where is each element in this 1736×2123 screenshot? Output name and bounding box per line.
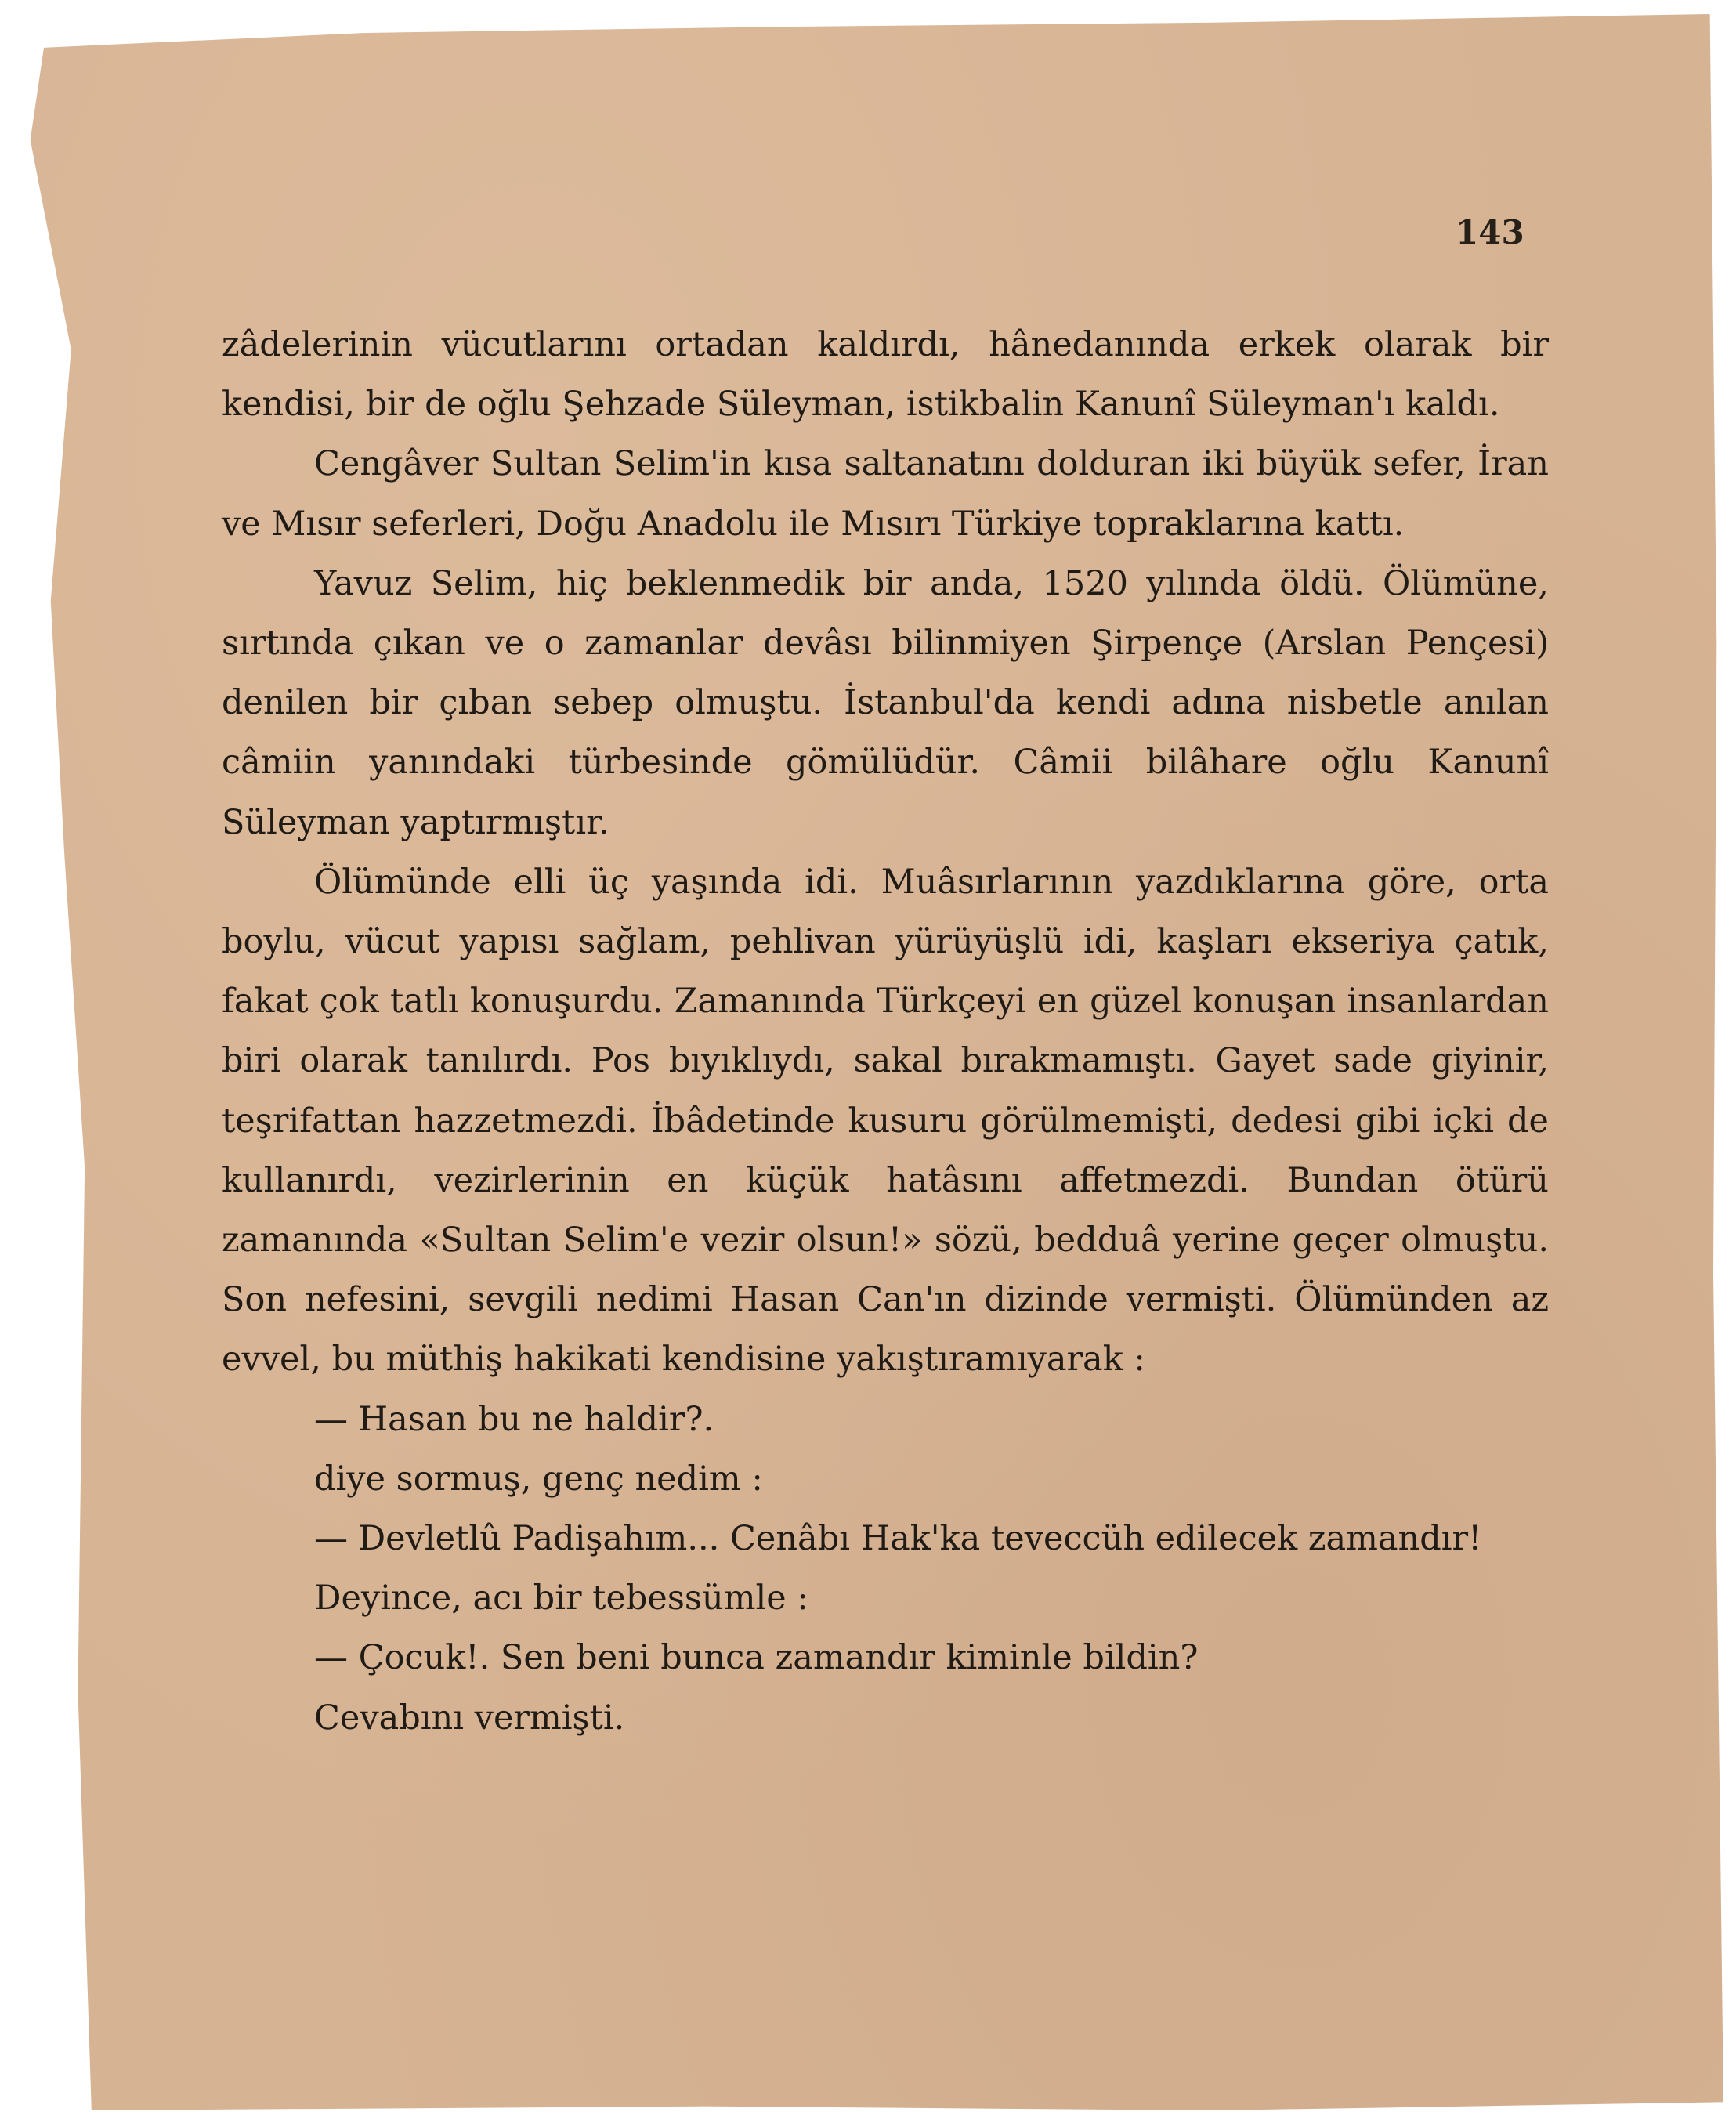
paragraph-1: zâdelerinin vücutlarını ortadan kaldırdı, hânedanında erkek olarak bir kendisi, bir de oğlu Şehzade Süleyman, istikbalin Kanunî Süleyman'ı kaldı. [222,325,1549,425]
page-number: 143 [1456,213,1524,251]
dialogue-line-3: — Çocuk!. Sen beni bunca zamandır kiminle bildin? [314,1638,1199,1678]
paragraph-3: Yavuz Selim, hiç beklenmedik bir anda, 1520 yılında öldü. Ölümüne, sırtında çıkan ve o zamanlar devâsı bilinmiyen Şirpençe (Arslan Pençesi) denilen bir çıban sebep olmuştu. İstanbul'da kendi adına nisbetle anılan câmiin yanındaki türbesinde gömülüdür. Câmii bilâhare oğlu Kanunî Süleyman yaptırmıştır. [222,563,1549,842]
paragraph-4: Ölümünde elli üç yaşında idi. Muâsırlarının yazdıklarına göre, orta boylu, vücut yapısı sağlam, pehlivan yürüyüşlü idi, kaşları ekseriya çatık, fakat çok tatlı konuşurdu. Zamanında Türkçeyi en güzel konuşan insanlardan biri olarak tanılırdı. Pos bıyıklıydı, sakal bırakmamıştı. Gayet sade giyinir, teşrifattan hazzetmezdi. İbâdetinde kusuru görülmemişti, dedesi gibi içki de kullanırdı, vezirlerinin en küçük hatâsını affetmezdi. Bundan ötürü zamanında «Sultan Selim'e vezir olsun!» sözü, bedduâ yerine geçer olmuştu. Son nefesini, sevgili nedimi Hasan Can'ın dizinde vermişti. Ölümünden az evvel, bu müthiş hakikati kendisine yakıştıramıyarak : [222,862,1549,1380]
paragraph-6: Deyince, acı bir tebessümle : [314,1579,808,1618]
dialogue-line-2: — Devletlû Padişahım... Cenâbı Hak'ka teveccüh edilecek zamandır! [314,1519,1482,1559]
paragraph-2: Cengâver Sultan Selim'in kısa saltanatını dolduran iki büyük sefer, İran ve Mısır seferleri, Doğu Anadolu ile Mısırı Türkiye topraklarına kattı. [222,444,1549,544]
paragraph-5: diye sormuş, genç nedim : [314,1459,763,1499]
dialogue-line-1: — Hasan bu ne haldir?. [314,1399,714,1439]
paragraph-7: Cevabını vermişti. [314,1698,625,1738]
body-text [222,315,1549,1748]
